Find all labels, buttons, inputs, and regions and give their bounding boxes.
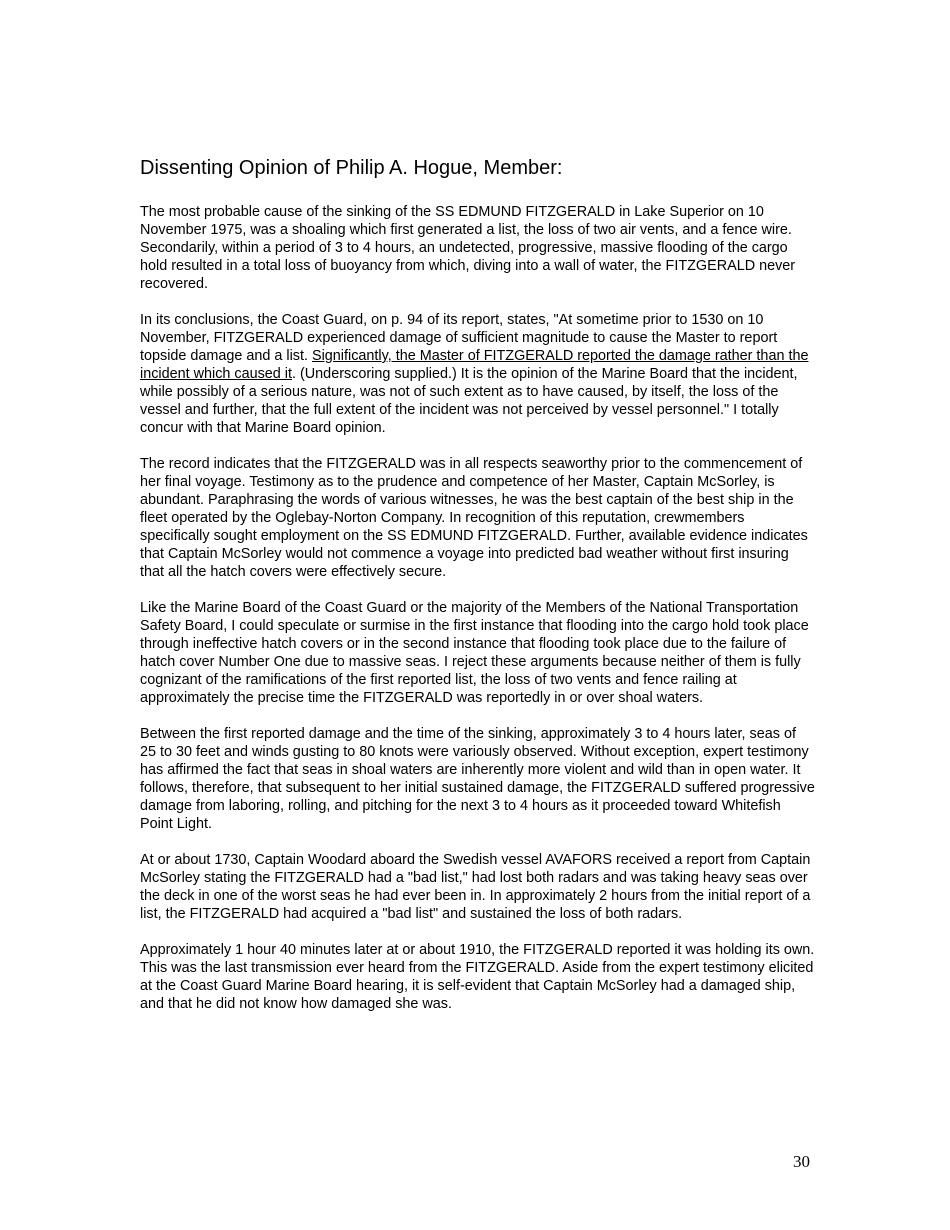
paragraph-2 <box>140 311 815 437</box>
paragraph-4: Like the Marine Board of the Coast Guard or the majority of the Members of the National Transportation Safety Board, I could speculate or surmise in the first instance that flooding into the cargo hold took place through ineffective hatch covers or in the second instance that flooding took place due to the failure of hatch cover Number One due to massive seas. I reject these arguments because neither of them is fully cognizant of the ramifications of the first reported list, the loss of two vents and fence railing at approximately the precise time the FITZGERALD was reportedly in or over shoal waters. <box>140 600 809 706</box>
page-number: 30 <box>793 1152 810 1171</box>
underlined-quote: Significantly, the Master of FITZGERALD reported the damage rather than the incident which caused it <box>140 348 809 382</box>
paragraph-6: At or about 1730, Captain Woodard aboard the Swedish vessel AVAFORS received a report from Captain McSorley stating the FITZGERALD had a "bad list," had lost both radars and was taking heavy seas over the deck in one of the worst seas he had ever been in. In approximately 2 hours from the initial report of a list, the FITZGERALD had acquired a "bad list" and sustained the loss of both radars. <box>140 852 811 922</box>
page-heading: Dissenting Opinion of Philip A. Hogue, Member: <box>140 157 563 179</box>
paragraph-5: Between the first reported damage and the time of the sinking, approximately 3 to 4 hours later, seas of 25 to 30 feet and winds gusting to 80 knots were variously observed. Without exception, expert testimony has affirmed the fact that seas in shoal waters are inherently more violent and wild than in open water. It follows, therefore, that subsequent to her initial sustained damage, the FITZGERALD suffered progressive damage from laboring, rolling, and pitching for the next 3 to 4 hours as it proceeded toward Whitefish Point Light. <box>140 726 815 832</box>
paragraph-2-tail: . (Underscoring supplied.) It is the opinion of the Marine Board that the incident, while possibly of a serious nature, was not of such extent as to have caused, by itself, the loss of the vessel and further, that the full extent of the incident was not perceived by vessel personnel." I totally concur with that Marine Board opinion. <box>140 366 798 436</box>
paragraph-7: Approximately 1 hour 40 minutes later at or about 1910, the FITZGERALD reported it was holding its own. This was the last transmission ever heard from the FITZGERALD. Aside from the expert testimony elicited at the Coast Guard Marine Board hearing, it is self-evident that Captain McSorley had a damaged ship, and that he did not know how damaged she was. <box>140 942 815 1012</box>
paragraph-2-lead: In its conclusions, the Coast Guard, on p. 94 of its report, states, "At sometime prior to 1530 on 10 November, FITZGERALD experienced damage of sufficient magnitude to cause the Master to report topside damage and a list. <box>140 312 778 364</box>
paragraph-1: The most probable cause of the sinking of the SS EDMUND FITZGERALD in Lake Superior on 10 November 1975, was a shoaling which first generated a list, the loss of two air vents, and a fence wire. Secondarily, within a period of 3 to 4 hours, an undetected, progressive, massive flooding of the cargo hold resulted in a total loss of buoyancy from which, diving into a wall of water, the FITZGERALD never recovered. <box>140 204 796 292</box>
paragraph-3: The record indicates that the FITZGERALD was in all respects seaworthy prior to the commencement of her final voyage. Testimony as to the prudence and competence of her Master, Captain McSorley, is abundant. Paraphrasing the words of various witnesses, he was the best captain of the best ship in the fleet operated by the Oglebay-Norton Company. In recognition of this reputation, crewmembers specifically sought employment on the SS EDMUND FITZGERALD. Further, available evidence indicates that Captain McSorley would not commence a voyage into predicted bad weather without first insuring that all the hatch covers were effectively secure. <box>140 456 808 580</box>
document-body <box>140 155 815 1031</box>
